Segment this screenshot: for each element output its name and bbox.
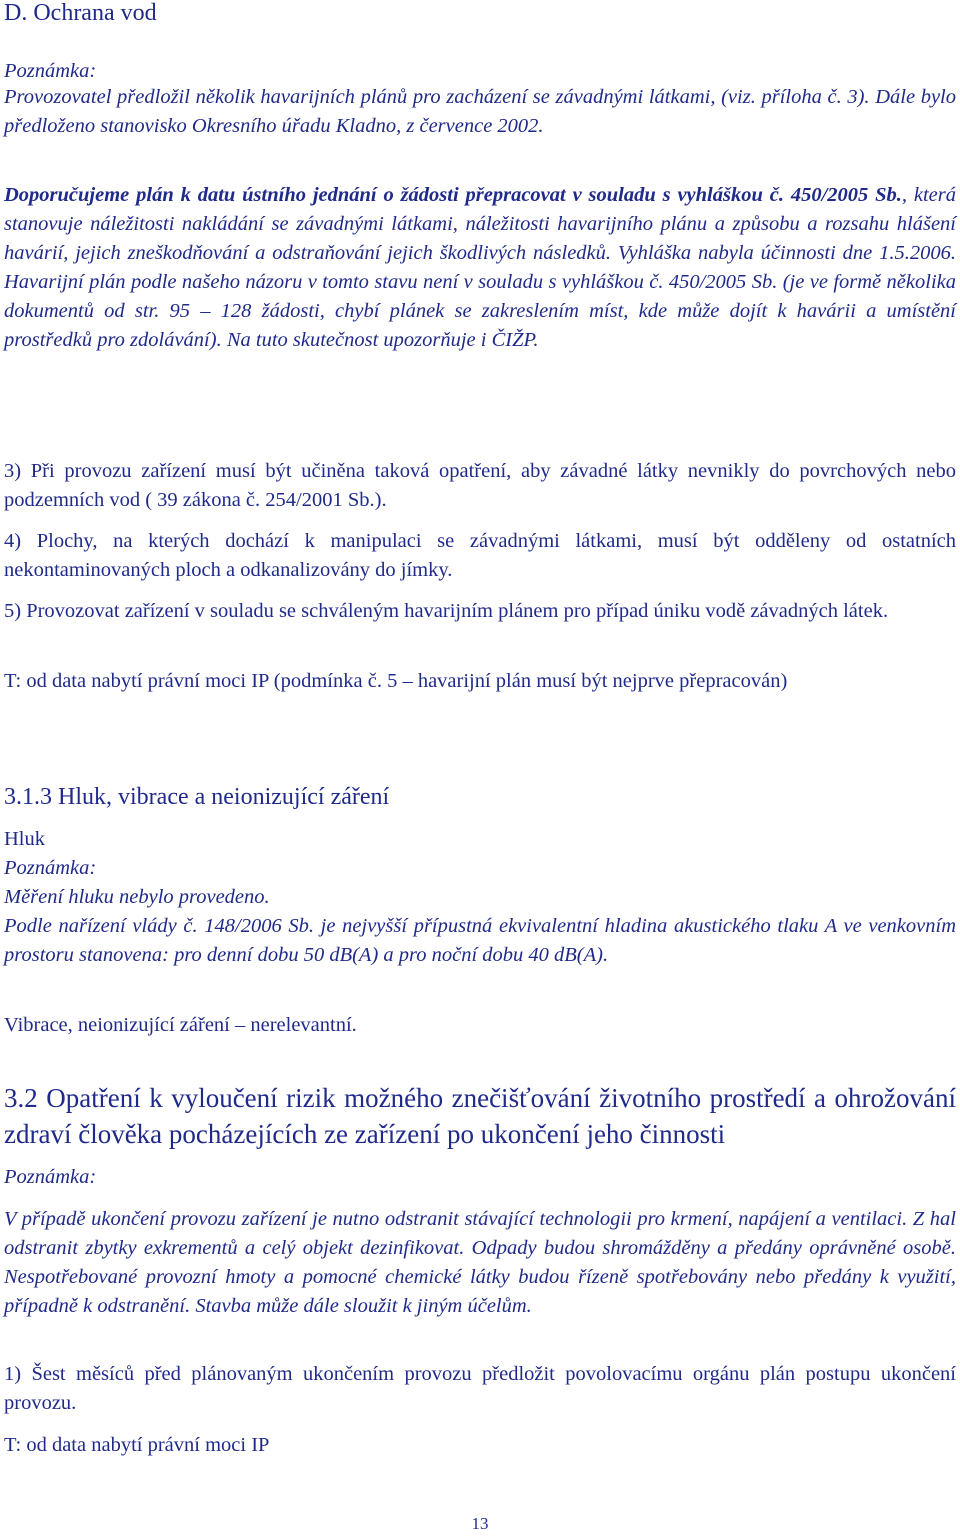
condition-4: 4) Plochy, na kterých dochází k manipulaci se závadnými látkami, musí být odděleny od ostatních nekontaminovaných ploch a odkanalizovány do jímky. — [4, 530, 956, 581]
note-paragraph-recommendation — [4, 181, 956, 355]
vibration-note: Vibrace, neionizující záření – nerelevantní. — [4, 1014, 357, 1036]
condition-5: 5) Provozovat zařízení v souladu se schváleným havarijním plánem pro případ úniku vodě závadných látek. — [4, 600, 889, 622]
note-label-3: Poznámka: — [4, 1166, 97, 1188]
termination-measures-paragraph: V případě ukončení provozu zařízení je nutno odstranit stávající technologii pro krmení, napájení a ventilaci. Z hal odstranit zbytky exkrementů a celý objekt dezinfikovat. Odpady budou shromážděny a předány oprávněné osobě. Nespotřebované provozní hmoty a pomocné chemické látky budou řízeně spotřebovány nebo předány k využití, případně k odstranění. Stavba může dále sloužit k jiným účelům. — [4, 1208, 956, 1317]
subheading-hluk: Hluk — [4, 828, 45, 850]
page-number: 13 — [471, 1514, 489, 1533]
condition-1: 1) Šest měsíců před plánovaným ukončením provozu předložit povolovacímu orgánu plán postupu ukončení provozu. — [4, 1363, 956, 1414]
recommendation-bold: Doporučujeme plán k datu ústního jednání o žádosti přepracovat v souladu s vyhláškou č. 450/2005 Sb. — [4, 184, 902, 206]
recommendation-rest: , která stanovuje náležitosti nakládání se závadnými látkami, náležitosti havarijního plánu a způsobu a rozsahu hlášení havárií, jejich zneškodňování a odstraňování jejich škodlivých následků. Vyhláška nabyla účinnosti dne 1.5.2006. Havarijní plán podle našeho názoru v tomto stavu není v souladu s vyhláškou č. 450/2005 Sb. (je ve formě několika dokumentů od str. 95 – 128 žádosti, chybí plánek se zakreslením míst, kde může dojít k havárii a umístění prostředků pro zdolávání). Na tuto skutečnost upozorňuje i ČIŽP. — [4, 184, 957, 351]
term-condition-5: T: od data nabytí právní moci IP (podmínka č. 5 – havarijní plán musí být nejprve přepracován) — [4, 670, 788, 692]
note-label: Poznámka: — [4, 60, 97, 82]
section-heading-3-1-3: 3.1.3 Hluk, vibrace a neionizující záření — [4, 784, 390, 810]
noise-not-measured: Měření hluku nebylo provedeno. — [4, 886, 270, 908]
section-heading-d: D. Ochrana vod — [4, 0, 157, 26]
note-label-2: Poznámka: — [4, 857, 97, 879]
section-heading-3-2: 3.2 Opatření k vyloučení rizik možného znečišťování životního prostředí a ohrožování zdraví člověka pocházejících ze zařízení po ukončení jeho činnosti — [4, 1083, 956, 1149]
condition-3: 3) Při provozu zařízení musí být učiněna taková opatření, aby závadné látky nevnikly do povrchových nebo podzemních vod ( 39 zákona č. 254/2001 Sb.). — [4, 460, 956, 511]
noise-limit-paragraph: Podle nařízení vlády č. 148/2006 Sb. je nejvyšší přípustná ekvivalentní hladina akustického tlaku A ve venkovním prostoru stanovena: pro denní dobu 50 dB(A) a pro noční dobu 40 dB(A). — [4, 915, 956, 966]
note-paragraph-plans: Provozovatel předložil několik havarijních plánů pro zacházení se závadnými látkami, (viz. příloha č. 3). Dále bylo předloženo stanovisko Okresního úřadu Kladno, z července 2002. — [4, 86, 956, 137]
term-condition-1: T: od data nabytí právní moci IP — [4, 1434, 270, 1456]
